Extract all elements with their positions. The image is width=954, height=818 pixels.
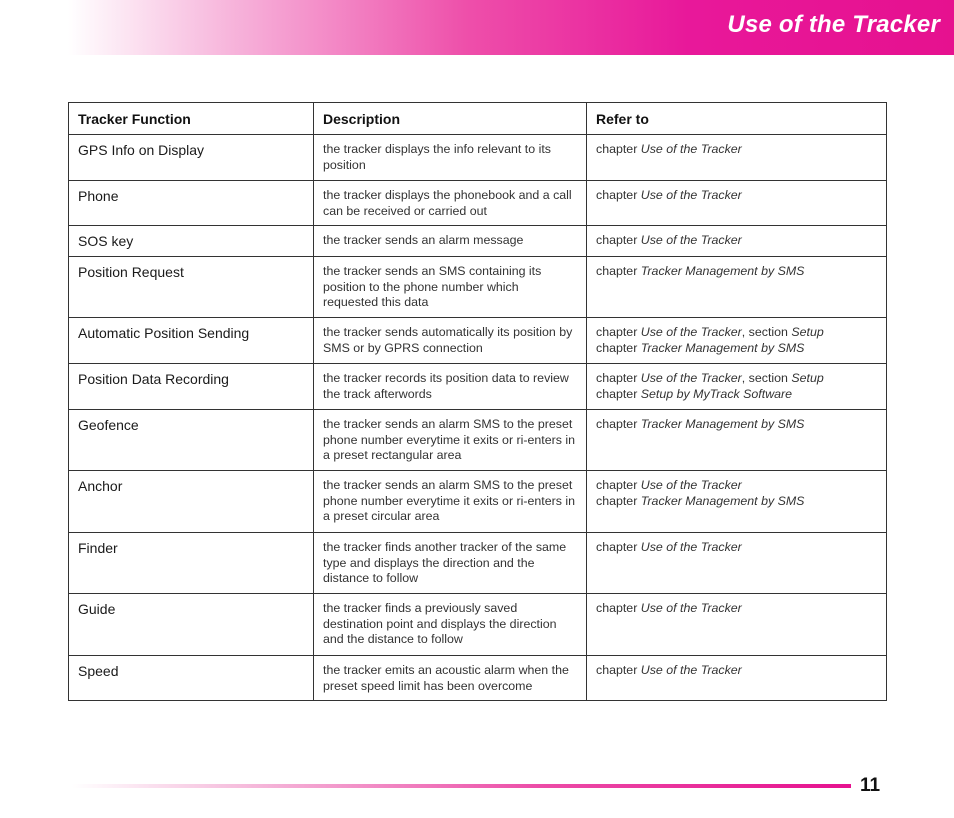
page-number: 11 bbox=[860, 775, 881, 796]
description-cell: the tracker emits an acoustic alarm when the preset speed limit has been overcome bbox=[314, 656, 587, 701]
table-row bbox=[69, 594, 887, 656]
reference-text: chapter bbox=[596, 478, 641, 492]
table-row bbox=[69, 656, 887, 701]
function-cell: GPS Info on Display bbox=[69, 135, 314, 181]
function-cell: Anchor bbox=[69, 471, 314, 533]
function-cell: Automatic Position Sending bbox=[69, 318, 314, 364]
column-header-function: Tracker Function bbox=[69, 103, 314, 135]
refer-to-line bbox=[596, 188, 877, 204]
chapter-title: Setup bbox=[791, 371, 824, 385]
chapter-title: Use of the Tracker bbox=[640, 233, 742, 247]
refer-to-cell bbox=[587, 364, 887, 410]
table-row bbox=[69, 410, 887, 471]
refer-to-cell bbox=[587, 257, 887, 318]
chapter-title: Tracker Management by SMS bbox=[640, 264, 805, 278]
reference-text: chapter bbox=[596, 340, 641, 355]
header-band bbox=[68, 0, 954, 55]
refer-to-line bbox=[596, 663, 877, 679]
refer-to-cell bbox=[587, 226, 887, 257]
description-cell: the tracker sends an alarm SMS to the preset phone number everytime it exits or ri-enters in a preset rectangular area bbox=[314, 410, 587, 471]
table-header-row bbox=[69, 103, 887, 135]
chapter-title: Use of the Tracker bbox=[640, 601, 742, 615]
refer-to-cell bbox=[587, 135, 887, 181]
function-cell: Phone bbox=[69, 181, 314, 226]
table-row bbox=[69, 257, 887, 318]
function-cell: Position Request bbox=[69, 257, 314, 318]
reference-text: chapter bbox=[596, 233, 641, 247]
table-row bbox=[69, 533, 887, 594]
chapter-title: Use of the Tracker bbox=[640, 325, 742, 339]
reference-text: , section bbox=[741, 325, 792, 339]
refer-to-line bbox=[596, 417, 877, 433]
table-row bbox=[69, 471, 887, 533]
function-cell: SOS key bbox=[69, 226, 314, 257]
page-title: Use of the Tracker bbox=[727, 11, 940, 38]
function-cell: Finder bbox=[69, 533, 314, 594]
refer-to-line bbox=[596, 264, 877, 280]
reference-text: chapter bbox=[596, 417, 641, 431]
column-header-description: Description bbox=[314, 103, 587, 135]
refer-to-line bbox=[596, 601, 877, 617]
reference-text: chapter bbox=[596, 264, 641, 278]
refer-to-cell bbox=[587, 656, 887, 701]
table-row bbox=[69, 181, 887, 226]
description-cell: the tracker displays the phonebook and a call can be received or carried out bbox=[314, 181, 587, 226]
function-cell: Guide bbox=[69, 594, 314, 656]
reference-text: chapter bbox=[596, 540, 641, 554]
refer-to-line bbox=[596, 540, 877, 556]
table-row bbox=[69, 135, 887, 181]
description-cell: the tracker sends an alarm message bbox=[314, 226, 587, 257]
description-cell: the tracker sends automatically its position by SMS or by GPRS connection bbox=[314, 318, 587, 364]
description-cell: the tracker sends an SMS containing its position to the phone number which requested this data bbox=[314, 257, 587, 318]
description-cell: the tracker displays the info relevant to its position bbox=[314, 135, 587, 181]
reference-text: chapter bbox=[596, 663, 641, 677]
reference-text: chapter bbox=[596, 601, 641, 615]
chapter-title: Tracker Management by SMS bbox=[640, 493, 805, 508]
function-cell: Position Data Recording bbox=[69, 364, 314, 410]
footer-divider bbox=[72, 784, 851, 788]
function-cell: Geofence bbox=[69, 410, 314, 471]
reference-text: chapter bbox=[596, 142, 641, 156]
refer-to-line bbox=[596, 478, 877, 494]
refer-to-line bbox=[596, 142, 877, 158]
chapter-title: Setup by MyTrack Software bbox=[640, 386, 793, 401]
refer-to-line bbox=[596, 341, 877, 357]
refer-to-cell bbox=[587, 181, 887, 226]
reference-text: chapter bbox=[596, 493, 641, 508]
table-row bbox=[69, 226, 887, 257]
reference-text: chapter bbox=[596, 188, 641, 202]
reference-text: chapter bbox=[596, 371, 641, 385]
description-cell: the tracker finds another tracker of the same type and displays the direction and the distance to follow bbox=[314, 533, 587, 594]
chapter-title: Setup bbox=[791, 325, 824, 339]
chapter-title: Tracker Management by SMS bbox=[640, 340, 805, 355]
chapter-title: Use of the Tracker bbox=[640, 188, 742, 202]
tracker-function-table bbox=[68, 102, 887, 701]
refer-to-line bbox=[596, 371, 877, 387]
chapter-title: Use of the Tracker bbox=[640, 540, 742, 554]
description-cell: the tracker records its position data to review the track afterwords bbox=[314, 364, 587, 410]
column-header-refer-to: Refer to bbox=[587, 103, 887, 135]
chapter-title: Use of the Tracker bbox=[640, 371, 742, 385]
refer-to-line bbox=[596, 387, 877, 403]
chapter-title: Tracker Management by SMS bbox=[640, 417, 805, 431]
table-body bbox=[69, 135, 887, 701]
reference-text: chapter bbox=[596, 386, 641, 401]
refer-to-cell bbox=[587, 594, 887, 656]
reference-text: chapter bbox=[596, 325, 641, 339]
refer-to-line bbox=[596, 233, 877, 249]
function-cell: Speed bbox=[69, 656, 314, 701]
refer-to-cell bbox=[587, 533, 887, 594]
refer-to-line bbox=[596, 325, 877, 341]
table-row bbox=[69, 318, 887, 364]
refer-to-cell bbox=[587, 318, 887, 364]
chapter-title: Use of the Tracker bbox=[640, 478, 742, 492]
reference-text: , section bbox=[741, 371, 792, 385]
table-row bbox=[69, 364, 887, 410]
description-cell: the tracker finds a previously saved destination point and displays the direction and the distance to follow bbox=[314, 594, 587, 656]
chapter-title: Use of the Tracker bbox=[640, 142, 742, 156]
refer-to-cell bbox=[587, 410, 887, 471]
chapter-title: Use of the Tracker bbox=[640, 663, 742, 677]
refer-to-cell bbox=[587, 471, 887, 533]
description-cell: the tracker sends an alarm SMS to the preset phone number everytime it exits or ri-enters in a preset circular area bbox=[314, 471, 587, 533]
refer-to-line bbox=[596, 494, 877, 510]
